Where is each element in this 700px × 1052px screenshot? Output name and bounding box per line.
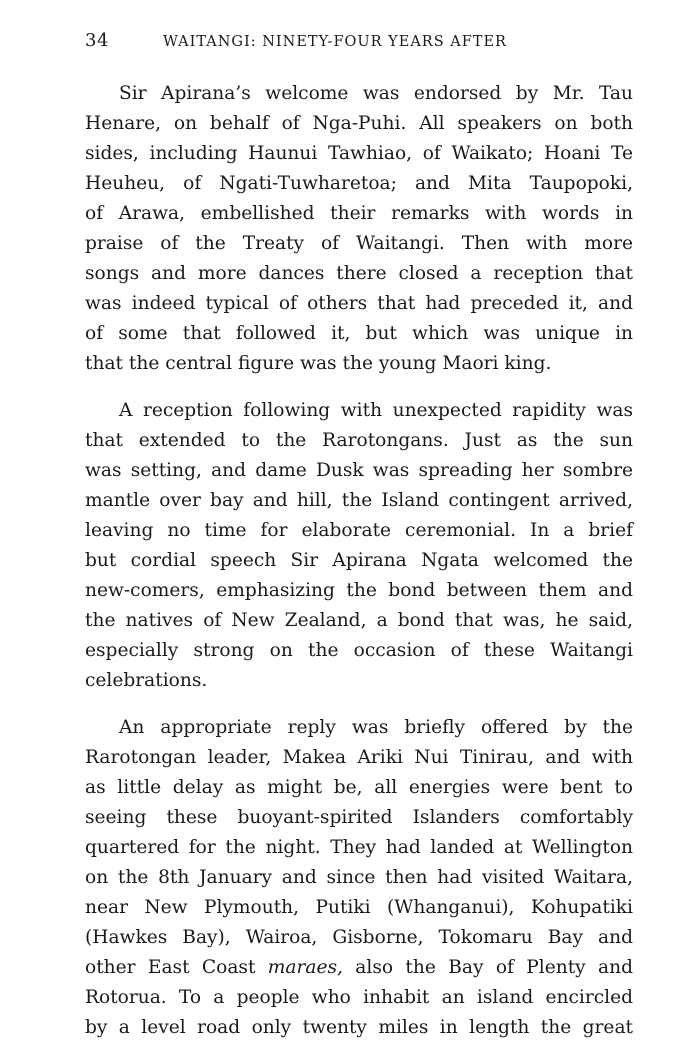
text-line: celebrations. [85,670,208,691]
text-line: seeing these buoyant-spirited Islanders comfortably [85,807,633,828]
running-head [85,30,633,60]
text-line: new-comers, emphasizing the bond between them and [85,580,633,601]
text-line: Sir Apirana’s welcome was endorsed by Mr. Tau [119,83,633,104]
text-line: songs and more dances there closed a reception that [85,263,633,284]
text-line: An appropriate reply was briefly offered by the [119,717,633,738]
text-run: also the Bay of Plenty and [342,957,633,978]
book-page [85,30,633,1043]
text-line: leaving no time for elaborate ceremonial. In a brief [85,520,633,541]
text-line: mantle over bay and hill, the Island contingent arrived, [85,490,633,511]
text-line: but cordial speech Sir Apirana Ngata welcomed the [85,550,633,571]
page-number: 34 [85,30,109,51]
text-line: near New Plymouth, Putiki (Whanganui), Kohupatiki [85,897,633,918]
text-line: A reception following with unexpected rapidity was [119,400,633,421]
text-line: quartered for the night. They had landed at Wellington [85,837,633,858]
text-line: of Arawa, embellished their remarks with words in [85,203,633,224]
text-line: Henare, on behalf of Nga-Puhi. All speakers on both [85,113,633,134]
text-line: especially strong on the occasion of these Waitangi [85,640,633,661]
text-line: was setting, and dame Dusk was spreading her sombre [85,460,633,481]
text-line: was indeed typical of others that had preceded it, and [85,293,633,314]
text-line: that the central figure was the young Maori king. [85,353,552,374]
text-line: Rarotongan leader, Makea Ariki Nui Tinirau, and with [85,747,633,768]
paragraph-2 [85,396,633,696]
text-line: on the 8th January and since then had visited Waitara, [85,867,633,888]
text-line [85,953,633,983]
text-line: of some that followed it, but which was unique in [85,323,633,344]
text-line: the natives of New Zealand, a bond that was, he said, [85,610,633,631]
text-line: sides, including Haunui Tawhiao, of Waikato; Hoani Te [85,143,633,164]
text-line: by a level road only twenty miles in length the great [85,1017,633,1038]
paragraph-3 [85,713,633,1043]
text-line: praise of the Treaty of Waitangi. Then with more [85,233,633,254]
text-line: as little delay as might be, all energies were bent to [85,777,633,798]
text-line: that extended to the Rarotongans. Just as the sun [85,430,633,451]
text-line: Heuheu, of Ngati-Tuwharetoa; and Mita Taupopoki, [85,173,633,194]
paragraph-1 [85,79,633,379]
text-line: (Hawkes Bay), Wairoa, Gisborne, Tokomaru Bay and [85,927,633,948]
running-title: WAITANGI: NINETY-FOUR YEARS AFTER [163,34,507,50]
text-run: other East Coast [85,957,268,978]
italic-term: maraes, [267,957,343,978]
text-line: Rotorua. To a people who inhabit an island encircled [85,987,633,1008]
